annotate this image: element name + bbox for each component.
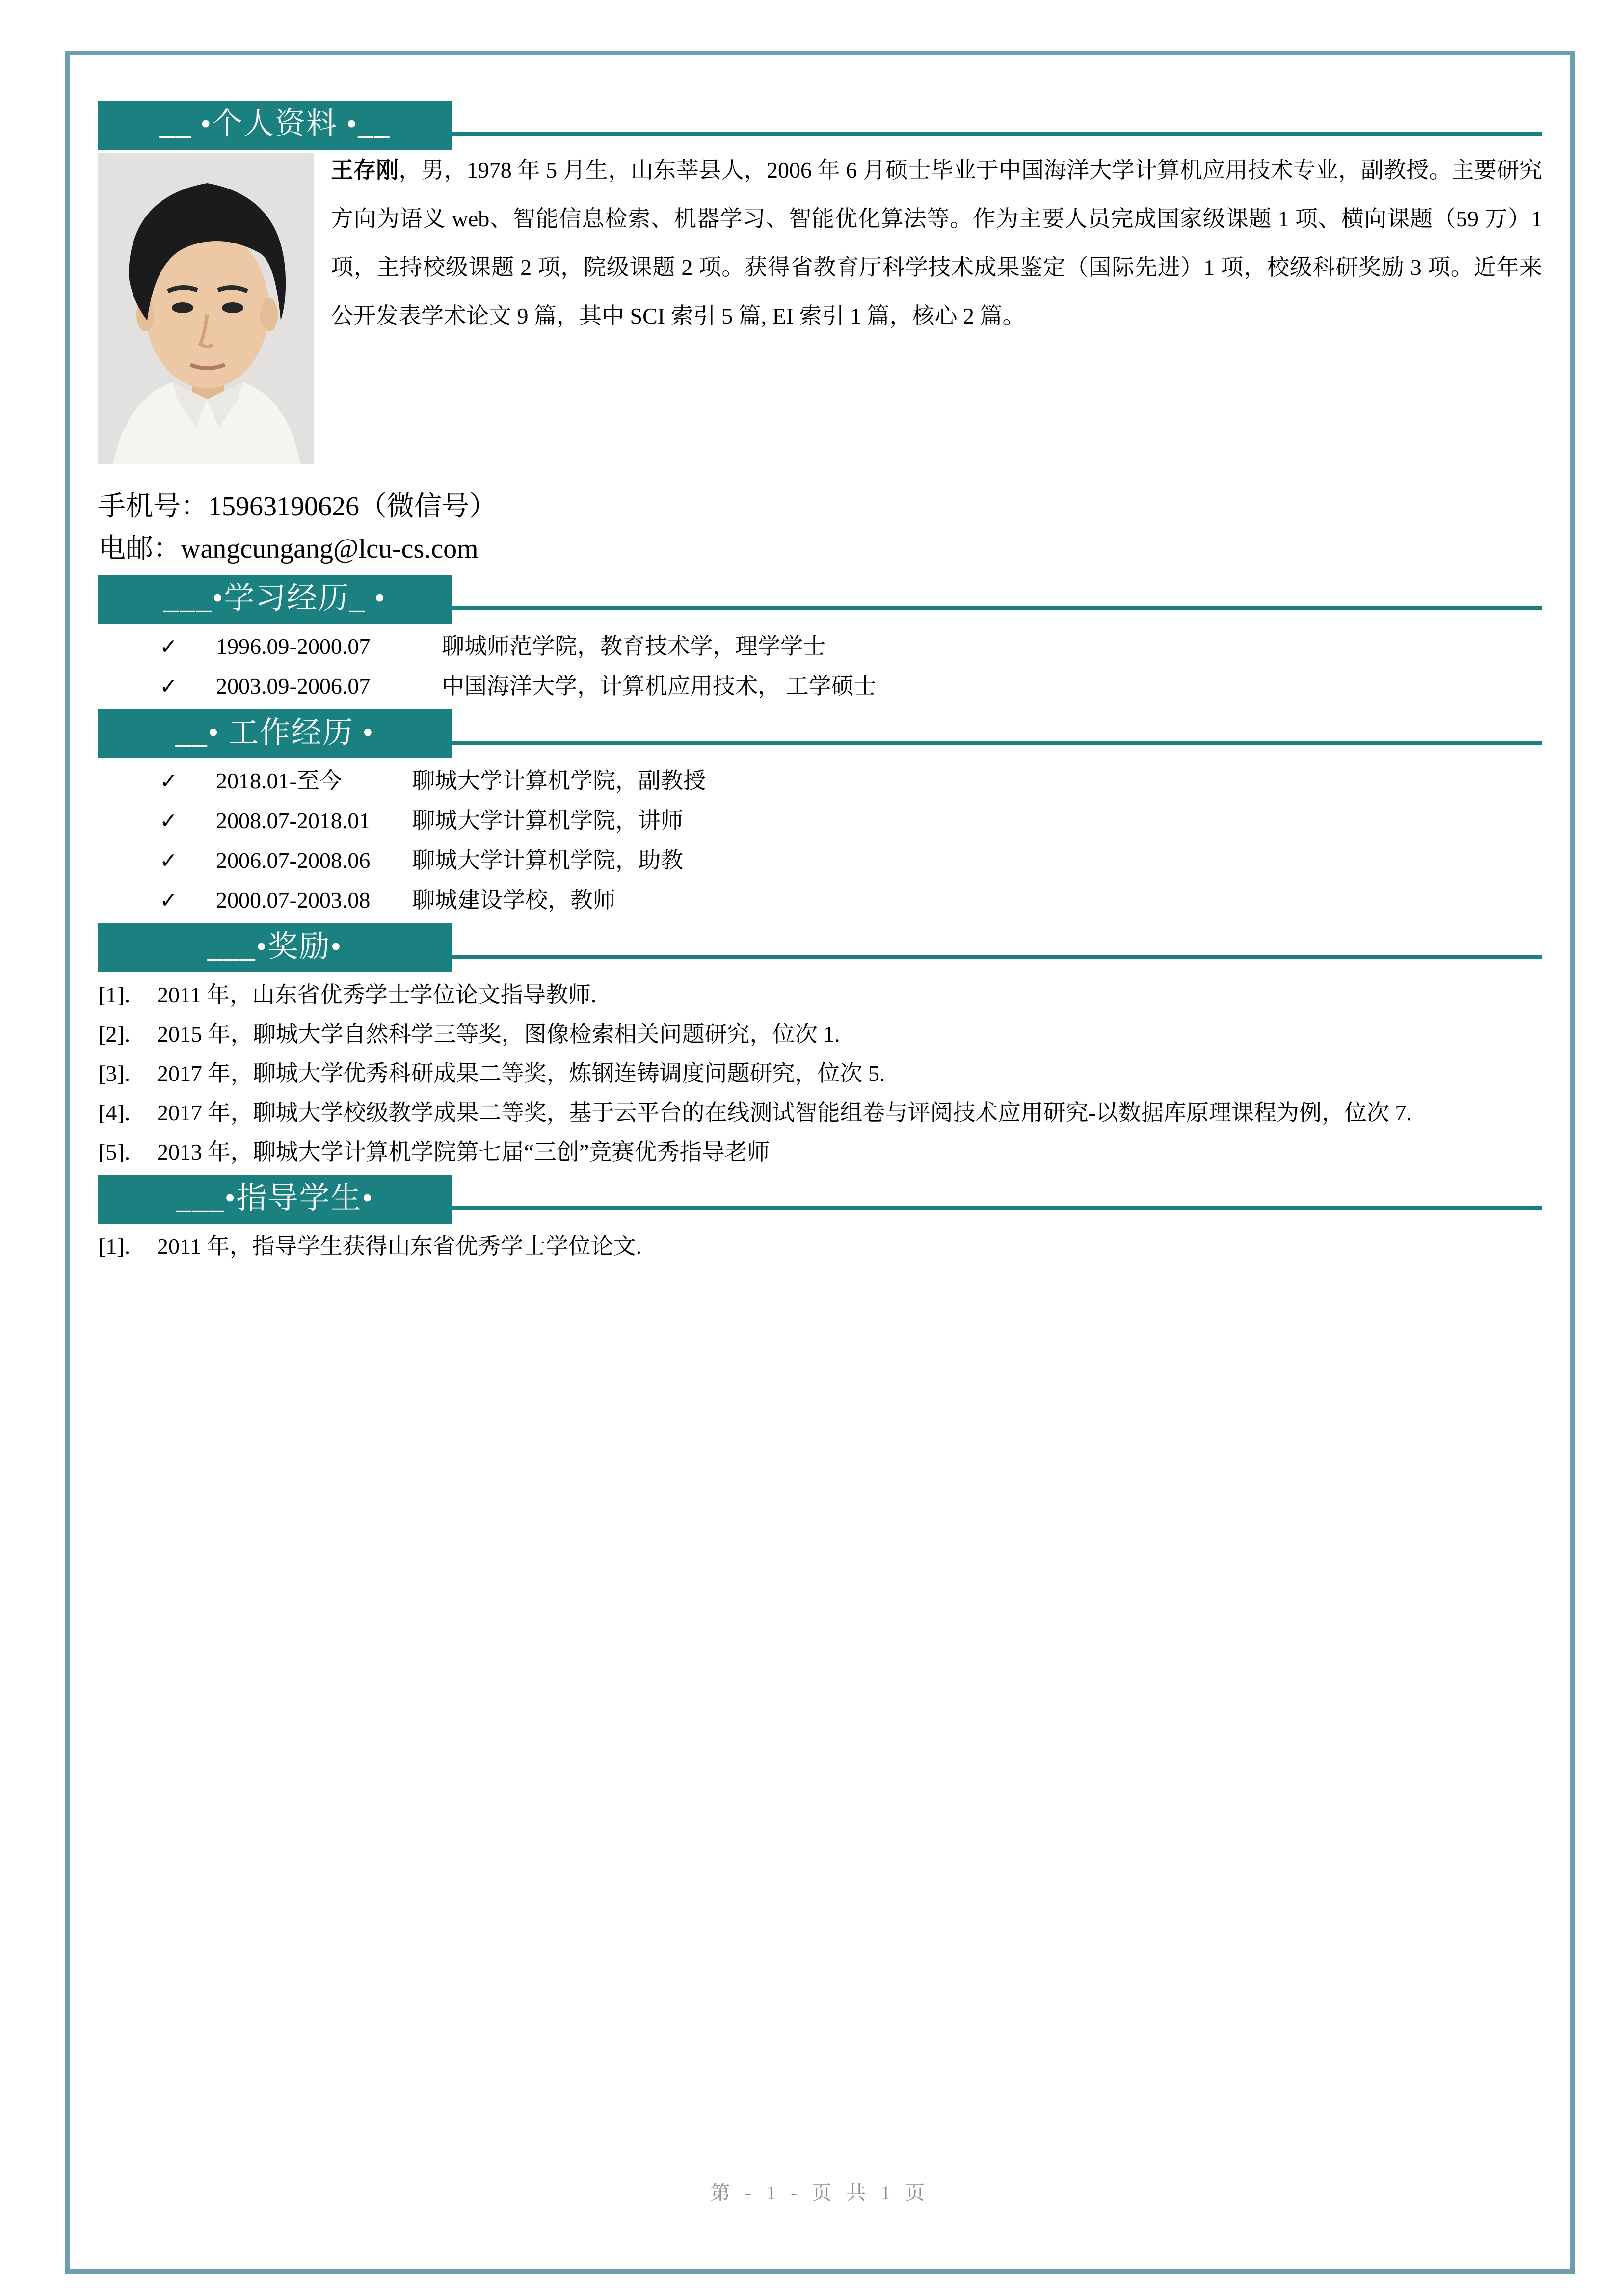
checkmark-icon: ✓ (160, 849, 178, 873)
award-text: 2017 年，聊城大学优秀科研成果二等奖，炼钢连铸调度问题研究，位次 5. (157, 1061, 885, 1086)
phone-label: 手机号： (98, 491, 208, 522)
student-number: [1]. (98, 1234, 131, 1259)
section-header-awards (98, 923, 1542, 972)
work-period: 2008.07-2018.01 (216, 808, 371, 833)
award-number: [3]. (98, 1061, 131, 1086)
section-header-work (98, 709, 1542, 758)
section-rule (452, 1206, 1542, 1210)
award-number: [5]. (98, 1139, 131, 1164)
work-period: 2006.07-2008.06 (216, 848, 371, 873)
work-detail: 聊城大学计算机学院，讲师 (412, 808, 683, 833)
section-header-students (98, 1175, 1542, 1224)
person-name: 王存刚 (331, 158, 399, 183)
phone-line (98, 489, 1542, 524)
award-number: [4]. (98, 1100, 131, 1125)
section-rule (452, 132, 1542, 136)
section-title-box (98, 101, 452, 150)
work-detail: 聊城大学计算机学院，副教授 (412, 768, 706, 793)
award-number: [2]. (98, 1022, 131, 1047)
section-rule (452, 606, 1542, 610)
award-item (98, 1099, 1542, 1127)
work-item (98, 807, 1542, 835)
profile-row (98, 153, 1542, 464)
page-footer: 第 - 1 - 页 共 1 页 (710, 2182, 930, 2204)
checkmark-icon: ✓ (160, 889, 178, 913)
section-title-box (98, 709, 452, 758)
resume-content (98, 101, 1542, 1260)
student-text: 2011 年，指导学生获得山东省优秀学士学位论文. (157, 1234, 642, 1259)
section-header-education (98, 575, 1542, 624)
education-item (98, 633, 1542, 661)
student-item (98, 1233, 1542, 1260)
section-title-students: ___•指导学生• (176, 1182, 374, 1215)
award-text: 2013 年，聊城大学计算机学院第七届“三创”竞赛优秀指导老师 (157, 1139, 770, 1164)
award-item (98, 1021, 1542, 1048)
award-number: [1]. (98, 982, 131, 1007)
work-detail: 聊城大学计算机学院，助教 (412, 848, 683, 873)
section-title-profile: __ •个人资料 •__ (159, 108, 391, 141)
section-header-profile (98, 101, 1542, 150)
checkmark-icon: ✓ (160, 675, 178, 699)
work-detail: 聊城建设学校，教师 (412, 888, 615, 913)
education-item (98, 673, 1542, 701)
section-title-box (98, 575, 452, 624)
work-period: 2000.07-2003.08 (216, 888, 371, 913)
work-item (98, 767, 1542, 795)
profile-bio (331, 146, 1542, 464)
section-title-awards: ___•奖励• (207, 930, 343, 964)
award-text: 2011 年，山东省优秀学士学位论文指导教师. (157, 982, 597, 1007)
section-title-box (98, 1175, 452, 1224)
education-detail: 中国海洋大学，计算机应用技术， 工学硕士 (442, 674, 877, 699)
portrait-photo (98, 153, 314, 464)
checkmark-icon: ✓ (160, 809, 178, 833)
work-item (98, 847, 1542, 875)
education-detail: 聊城师范学院，教育技术学，理学学士 (442, 634, 825, 659)
email-label: 电邮： (98, 534, 181, 564)
award-item (98, 1138, 1542, 1166)
profile-bio-text: ，男，1978 年 5 月生，山东莘县人，2006 年 6 月硕士毕业于中国海洋大学计算机应用技术专业，副教授。主要研究方向为语义 web、智能信息检索、机器学习、智能优化算法等。作为主要人员完成国家级课题 1 项、横向课题（59 万）1 项，主持校级课题 2 项，院级课题 2 项。获得省教育厅科学技术成果鉴定（国际先进）1 项，校级科研奖励 3 项。近年来公开发表学术论文 9 篇，其中 SCI 索引 5 篇, EI 索引 1 篇，核心 2 篇。 (331, 158, 1543, 328)
section-title-box (98, 923, 452, 972)
award-item (98, 981, 1542, 1009)
checkmark-icon: ✓ (160, 769, 178, 793)
checkmark-icon: ✓ (160, 635, 178, 659)
email-value: wangcungang@lcu-cs.com (181, 534, 479, 564)
education-period: 1996.09-2000.07 (216, 634, 371, 659)
education-period: 2003.09-2006.07 (216, 674, 371, 699)
email-line (98, 532, 1542, 566)
phone-value: 15963190626（微信号） (208, 491, 497, 522)
award-text: 2015 年，聊城大学自然科学三等奖，图像检索相关问题研究，位次 1. (157, 1022, 840, 1047)
section-title-work: __• 工作经历 • (175, 716, 374, 750)
section-rule (452, 955, 1542, 959)
work-item (98, 887, 1542, 915)
section-rule (452, 741, 1542, 745)
award-item (98, 1060, 1542, 1087)
section-title-education: ___•学习经历_ • (163, 582, 386, 615)
award-text: 2017 年，聊城大学校级教学成果二等奖，基于云平台的在线测试智能组卷与评阅技术应用研究-以数据库原理课程为例，位次 7. (157, 1100, 1412, 1125)
work-period: 2018.01-至今 (216, 768, 342, 793)
